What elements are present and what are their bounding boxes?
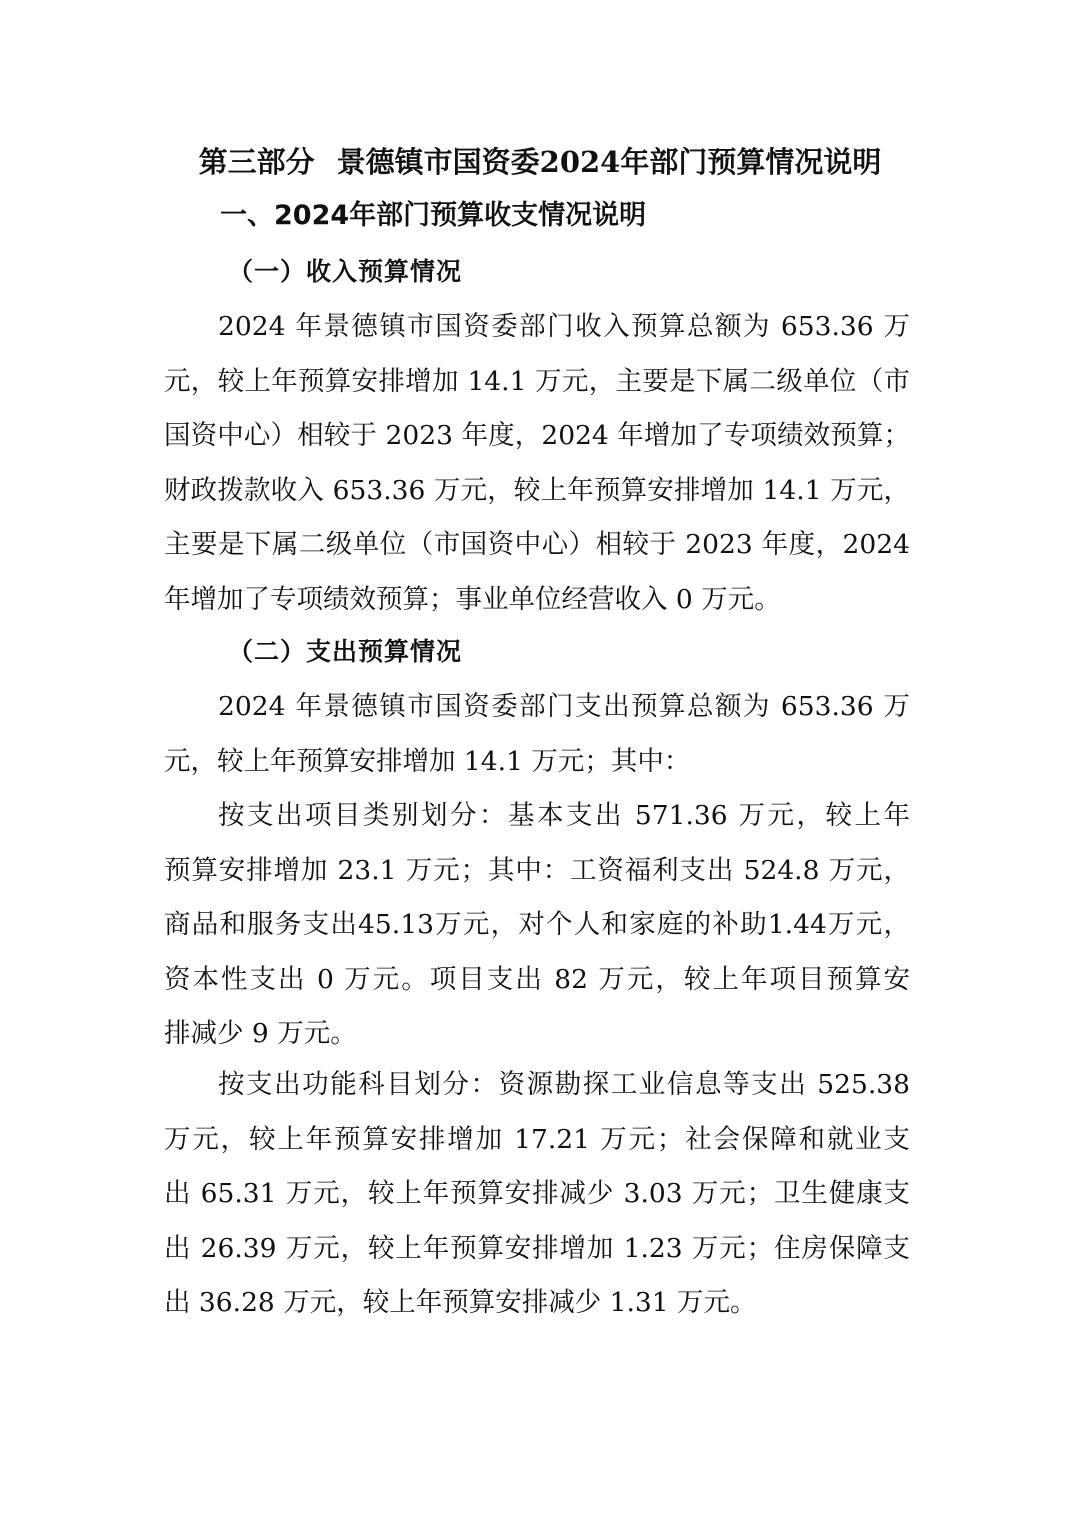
paragraph-line: 商品和服务支出45.13万元，对个人和家庭的补助1.44万元， (164, 909, 910, 940)
income-paragraph (164, 300, 910, 627)
expense-by-function-paragraph (164, 1058, 910, 1331)
paragraph-line: 万元，较上年预算安排增加 17.21 万元；社会保障和就业支 (164, 1123, 910, 1155)
paragraph-line: 按支出项目类别划分：基本支出 571.36 万元，较上年 (218, 800, 910, 831)
paragraph-line: 主要是下属二级单位（市国资中心）相较于 2023 年度，2024 (164, 529, 910, 560)
paragraph-line: 国资中心）相较于 2023 年度，2024 年增加了专项绩效预算； (164, 420, 910, 451)
expense-by-item-paragraph (164, 789, 910, 1062)
paragraph-line: 元，较上年预算安排增加 14.1 万元，主要是下属二级单位（市 (164, 365, 910, 397)
paragraph-line: 财政拨款收入 653.36 万元，较上年预算安排增加 14.1 万元， (164, 474, 910, 506)
expense-subheading: （二）支出预算情况 (228, 637, 463, 666)
paragraph-line: 预算安排增加 23.1 万元；其中：工资福利支出 524.8 万元， (164, 854, 910, 886)
title-part: 第三部分 (198, 145, 315, 179)
document-title (150, 142, 930, 182)
paragraph-line: 资本性支出 0 万元。项目支出 82 万元，较上年项目预算安 (164, 963, 910, 995)
paragraph-line: 年增加了专项绩效预算；事业单位经营收入 0 万元。 (164, 583, 781, 615)
section1-heading: 一、2024年部门预算收支情况说明 (220, 200, 647, 231)
title-main: 景德镇市国资委2024年部门预算情况说明 (336, 145, 882, 179)
paragraph-line: 元，较上年预算安排增加 14.1 万元；其中： (164, 745, 691, 777)
expense-total-paragraph (164, 680, 910, 789)
paragraph-line: 2024 年景德镇市国资委部门收入预算总额为 653.36 万 (218, 311, 910, 342)
paragraph-line: 排减少 9 万元。 (164, 1018, 357, 1049)
paragraph-line: 出 65.31 万元，较上年预算安排减少 3.03 万元；卫生健康支 (164, 1178, 910, 1209)
paragraph-line: 2024 年景德镇市国资委部门支出预算总额为 653.36 万 (218, 691, 910, 722)
paragraph-line: 出 36.28 万元，较上年预算安排减少 1.31 万元。 (164, 1287, 757, 1318)
paragraph-line: 出 26.39 万元，较上年预算安排增加 1.23 万元；住房保障支 (164, 1232, 910, 1264)
paragraph-line: 按支出功能科目划分：资源勘探工业信息等支出 525.38 (218, 1069, 910, 1100)
income-subheading: （一）收入预算情况 (228, 257, 463, 286)
